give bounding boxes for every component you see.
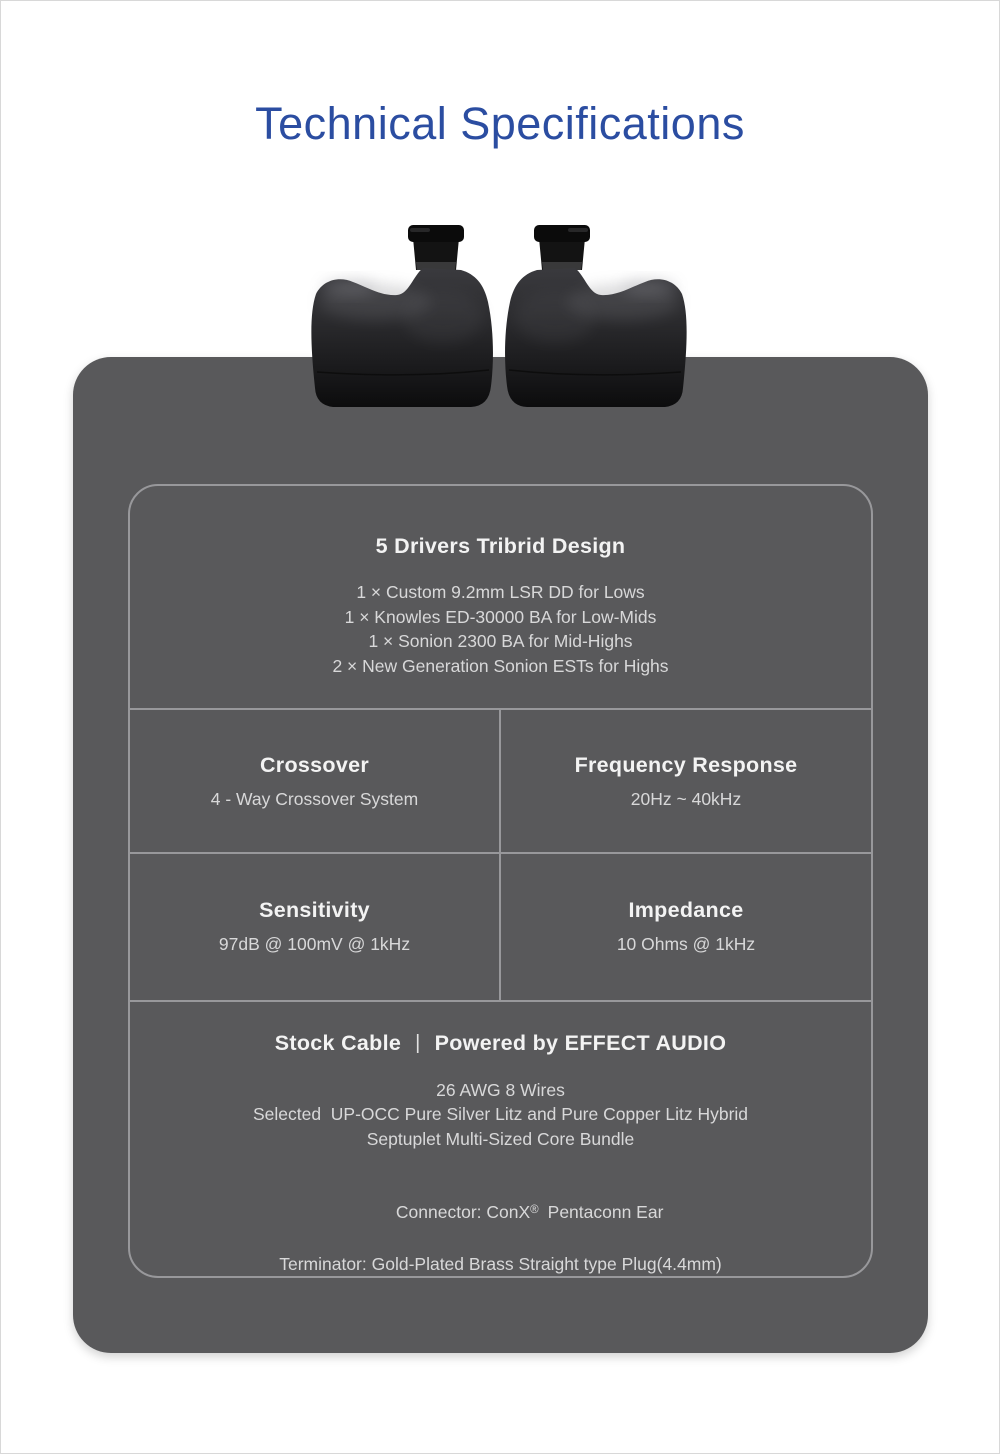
impedance-value: 10 Ohms @ 1kHz xyxy=(616,934,756,955)
terminator-line: Terminator: Gold-Plated Brass Straight type Plug(4.4mm) xyxy=(279,1253,722,1274)
driver-line: 1 × Custom 9.2mm LSR DD for Lows xyxy=(356,582,645,602)
sensitivity-impedance-row xyxy=(130,854,871,1001)
driver-line: 1 × Sonion 2300 BA for Mid-Highs xyxy=(368,631,633,651)
cable-heading-left: Stock Cable xyxy=(274,1030,402,1055)
sensitivity-value: 97dB @ 100mV @ 1kHz xyxy=(218,934,411,955)
crossover-value: 4 - Way Crossover System xyxy=(210,788,419,809)
driver-line: 1 × Knowles ED-30000 BA for Low-Mids xyxy=(344,606,657,627)
drivers-heading: 5 Drivers Tribrid Design xyxy=(375,534,626,558)
cable-heading xyxy=(275,1031,726,1056)
cable-wire-line: 26 AWG 8 Wires xyxy=(436,1079,565,1100)
drivers-list xyxy=(332,580,668,678)
connector-text: Connector: ConX xyxy=(395,1201,531,1222)
frequency-response-cell xyxy=(501,710,871,852)
sensitivity-cell xyxy=(130,854,501,999)
spec-table xyxy=(128,484,873,1278)
cable-wire-specs xyxy=(253,1078,748,1152)
frequency-response-heading: Frequency Response xyxy=(574,752,798,777)
impedance-cell xyxy=(501,854,871,999)
cable-connector-specs xyxy=(279,1175,722,1276)
crossover-frequency-row xyxy=(130,710,871,854)
sensitivity-heading: Sensitivity xyxy=(259,898,370,923)
registered-trademark-symbol: ® xyxy=(530,1203,539,1216)
earphones-product-image xyxy=(303,222,695,414)
cable-wire-line: Septuplet Multi-Sized Core Bundle xyxy=(366,1128,635,1149)
cable-heading-right: Powered by EFFECT AUDIO xyxy=(434,1030,727,1055)
page-title: Technical Specifications xyxy=(255,98,745,149)
connector-line xyxy=(279,1175,722,1252)
drivers-section xyxy=(130,486,871,710)
crossover-cell xyxy=(130,710,501,852)
impedance-heading: Impedance xyxy=(628,898,744,923)
cable-section xyxy=(130,1002,871,1277)
driver-line: 2 × New Generation Sonion ESTs for Highs xyxy=(332,655,669,676)
frequency-response-value: 20Hz ~ 40kHz xyxy=(630,788,742,809)
spec-card xyxy=(73,357,928,1353)
connector-text-suffix: Pentaconn Ear xyxy=(547,1201,664,1222)
cable-heading-separator: | xyxy=(415,1031,421,1054)
crossover-heading: Crossover xyxy=(259,752,370,777)
cable-wire-line: Selected UP-OCC Pure Silver Litz and Pure Copper Litz Hybrid xyxy=(252,1104,749,1125)
